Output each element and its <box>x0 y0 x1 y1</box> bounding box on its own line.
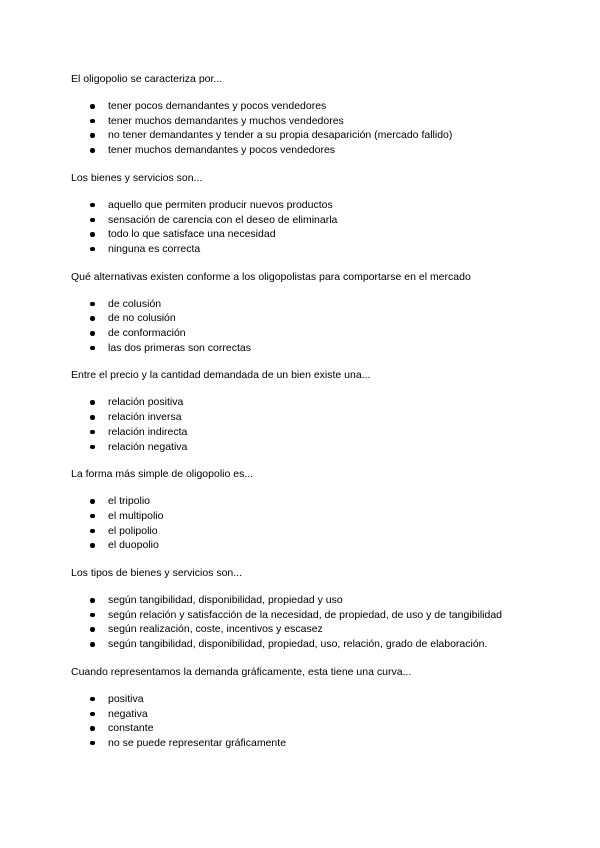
bullet-icon <box>90 627 95 632</box>
list-item <box>71 736 571 751</box>
list-item <box>71 311 571 326</box>
bullet-icon <box>90 499 95 504</box>
bullet-icon <box>90 232 95 237</box>
list-item <box>71 198 571 213</box>
answer-option: según realización, coste, incentivos y escasez <box>108 623 323 636</box>
bullet-icon <box>90 148 95 153</box>
bullet-icon <box>90 203 95 208</box>
document-body <box>71 72 571 764</box>
list-item <box>71 425 571 440</box>
list-item <box>71 242 571 257</box>
list-item <box>71 326 571 341</box>
answer-option: el polipolio <box>108 524 158 537</box>
answer-option: según tangibilidad, disponibilidad, propiedad, uso, relación, grado de elaboración. <box>108 638 488 651</box>
question-text: Los bienes y servicios son... <box>71 171 203 184</box>
answer-option: positiva <box>108 692 144 705</box>
answer-option: las dos primeras son correctas <box>108 341 251 354</box>
list-item <box>71 608 571 623</box>
answer-option: de no colusión <box>108 312 176 325</box>
answer-option: ninguna es correcta <box>108 242 201 255</box>
bullet-icon <box>90 514 95 519</box>
answer-list <box>71 593 571 652</box>
answer-option: no tener demandantes y tender a su propia desaparición (mercado fallido) <box>108 129 453 142</box>
bullet-icon <box>90 331 95 336</box>
answer-list <box>71 395 571 454</box>
bullet-icon <box>90 400 95 405</box>
list-item <box>71 440 571 455</box>
list-item <box>71 143 571 158</box>
list-item <box>71 114 571 129</box>
answer-option: aquello que permiten producir nuevos productos <box>108 198 333 211</box>
answer-option: el multipolio <box>108 509 164 522</box>
list-item <box>71 637 571 652</box>
question-text: El oligopolio se caracteriza por... <box>71 73 223 85</box>
bullet-icon <box>90 247 95 252</box>
answer-option: según relación y satisfacción de la necesidad, de propiedad, de uso y de tangibilidad <box>108 608 503 621</box>
bullet-icon <box>90 415 95 420</box>
answer-option: no se puede representar gráficamente <box>108 736 287 749</box>
answer-option: relación inversa <box>108 411 182 424</box>
list-item <box>71 395 571 410</box>
list-item <box>71 692 571 707</box>
list-item <box>71 524 571 539</box>
answer-option: constante <box>108 722 154 735</box>
bullet-icon <box>90 445 95 450</box>
answer-option: el duopolio <box>108 539 159 552</box>
question-text: Entre el precio y la cantidad demandada de un bien existe una... <box>71 369 371 382</box>
bullet-icon <box>90 697 95 702</box>
answer-list <box>71 198 571 257</box>
answer-option: relación negativa <box>108 440 188 453</box>
list-item <box>71 538 571 553</box>
answer-option: relación positiva <box>108 396 184 409</box>
bullet-icon <box>90 316 95 321</box>
bullet-icon <box>90 613 95 618</box>
answer-option: de conformación <box>108 327 186 340</box>
question-text: Cuando representamos la demanda gráficamente, esta tiene una curva... <box>71 665 412 678</box>
list-item <box>71 227 571 242</box>
answer-list <box>71 99 571 158</box>
bullet-icon <box>90 543 95 548</box>
list-item <box>71 494 571 509</box>
list-item <box>71 297 571 312</box>
list-item <box>71 341 571 356</box>
question-text: Qué alternativas existen conforme a los oligopolistas para comportarse en el mercado <box>71 270 471 283</box>
answer-option: tener pocos demandantes y pocos vendedores <box>108 100 327 112</box>
list-item <box>71 593 571 608</box>
bullet-icon <box>90 133 95 138</box>
list-item <box>71 509 571 524</box>
answer-list <box>71 494 571 553</box>
bullet-icon <box>90 712 95 717</box>
bullet-icon <box>90 218 95 223</box>
list-item <box>71 707 571 722</box>
bullet-icon <box>90 302 95 307</box>
answer-option: el tripolio <box>108 495 151 508</box>
answer-option: tener muchos demandantes y muchos vendedores <box>108 114 344 127</box>
bullet-icon <box>90 104 95 109</box>
bullet-icon <box>90 346 95 351</box>
list-item <box>71 99 571 114</box>
bullet-icon <box>90 598 95 603</box>
list-item <box>71 721 571 736</box>
bullet-icon <box>90 119 95 124</box>
list-item <box>71 128 571 143</box>
answer-option: sensación de carencia con el deseo de eliminarla <box>108 213 338 226</box>
question-text: Los tipos de bienes y servicios son... <box>71 567 243 580</box>
answer-list <box>71 297 571 356</box>
question-text: La forma más simple de oligopolio es... <box>71 468 254 481</box>
answer-option: todo lo que satisface una necesidad <box>108 228 276 241</box>
answer-option: según tangibilidad, disponibilidad, propiedad y uso <box>108 594 343 607</box>
bullet-icon <box>90 726 95 731</box>
bullet-icon <box>90 430 95 435</box>
list-item <box>71 410 571 425</box>
answer-option: negativa <box>108 707 148 720</box>
answer-list <box>71 692 571 751</box>
answer-option: relación indirecta <box>108 425 188 438</box>
bullet-icon <box>90 741 95 746</box>
bullet-icon <box>90 529 95 534</box>
bullet-icon <box>90 642 95 647</box>
list-item <box>71 213 571 228</box>
list-item <box>71 622 571 637</box>
answer-option: tener muchos demandantes y pocos vendedores <box>108 144 336 157</box>
answer-option: de colusión <box>108 297 162 310</box>
